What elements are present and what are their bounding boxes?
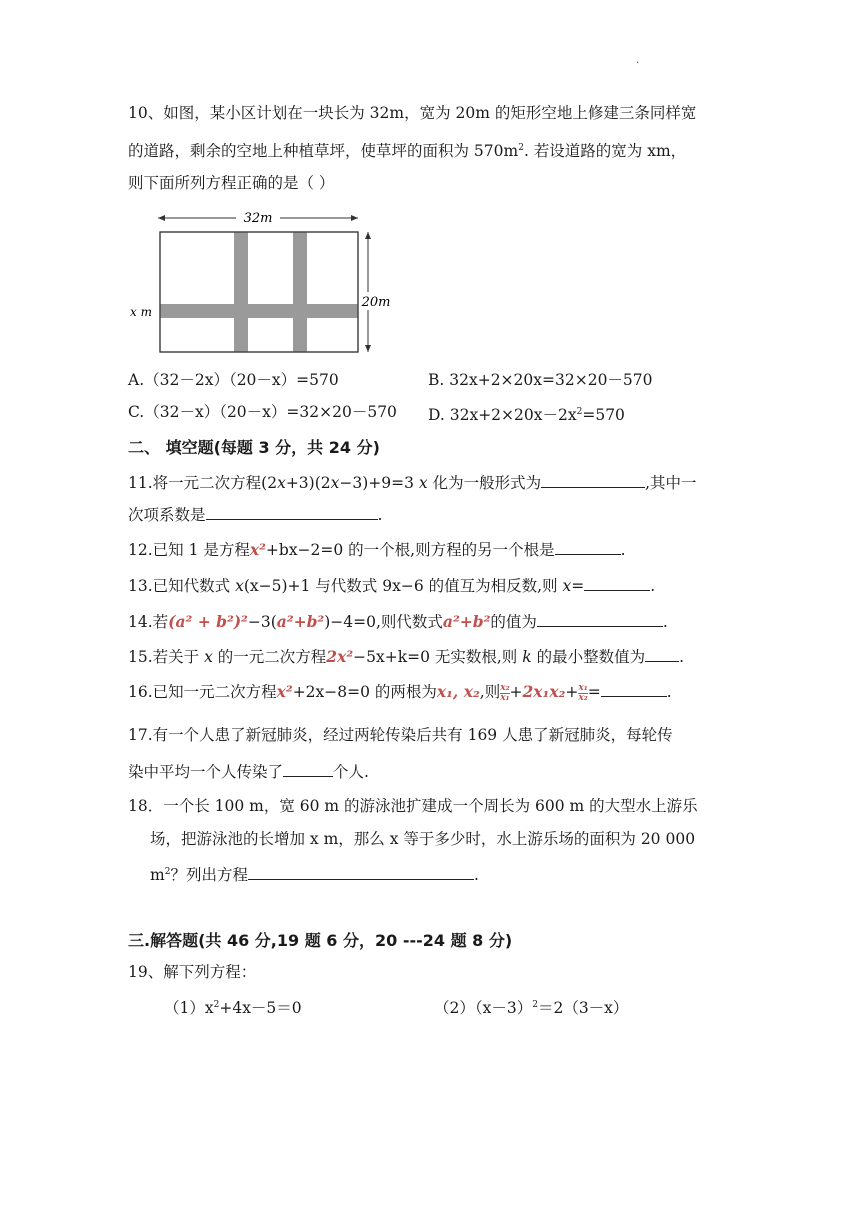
q11-line2: 次项系数是 .	[128, 503, 382, 525]
q17-line1: 17.有一个人患了新冠肺炎，经过两轮传染后共有 169 人患了新冠肺炎，每轮传	[128, 726, 673, 744]
q13-blank[interactable]	[584, 574, 650, 591]
vertical-road-2	[293, 232, 307, 352]
horizontal-road	[160, 304, 358, 318]
q14-blank[interactable]	[537, 610, 663, 627]
q10-option-b: B. 32x+2×20x=32×20－570	[428, 371, 653, 389]
figure-top-label: 32m	[243, 211, 273, 226]
figure-left-label: x m	[130, 305, 152, 319]
section3-title: 三.解答题(共 46 分,19 题 6 分，20 ---24 题 8 分)	[128, 931, 513, 950]
q13-line: 13.已知代数式 x(x−5)+1 与代数式 9x−6 的值互为相反数,则 x= .	[128, 574, 655, 596]
q11-blank-1[interactable]	[541, 471, 645, 488]
q19-part1: $(1)x^2+4x-5=0$	[164, 999, 302, 1018]
q12-blank[interactable]	[555, 538, 621, 555]
q12-line: 12.已知 1 是方程x²+bx−2=0 的一个根,则方程的另一个根是 .	[128, 540, 626, 559]
q17-line2: 染中平均一个人传染了 个人.	[128, 760, 369, 782]
q16-blank[interactable]	[601, 680, 667, 697]
page-marker: ·	[636, 58, 640, 69]
q10-option-a: A.（32－2x）（20－x）=570	[128, 371, 339, 389]
q14-line: 14.若(a² + b²)²−3(a²+b²)−4=0,则代数式a²+b²的值为 .	[128, 612, 668, 631]
q15-blank[interactable]	[645, 645, 679, 662]
q11-blank-2[interactable]	[206, 503, 378, 520]
q11-line1: 11.将一元二次方程(2x+3)(2x−3)+9=3 x 化为一般形式为 ,其中一	[128, 471, 697, 493]
q17-blank[interactable]	[283, 760, 333, 777]
q10-line3: 则下面所列方程正确的是（ ）	[128, 174, 335, 192]
section2-title: 二、 填空题(每题 3 分，共 24 分)	[128, 438, 380, 457]
q10-line2: 的道路，剩余的空地上种植草坪，使草坪的面积为 $570m^2$. 若设道路的宽为 xm，	[128, 142, 687, 161]
q18-line1: 18．一个长 100 m，宽 60 m 的游泳池扩建成一个周长为 600 m 的大型水上游乐	[128, 797, 698, 815]
q10-figure	[128, 200, 398, 358]
q19-part2: $(2)(x-3)^2=2(3-x)$	[434, 999, 629, 1018]
vertical-road-1	[234, 232, 248, 352]
figure-right-label: 20m	[361, 295, 391, 310]
q15-line: 15.若关于 x 的一元二次方程2x²−5x+k=0 无实数根,则 k 的最小整数值为 .	[128, 647, 685, 666]
q18-blank[interactable]	[248, 863, 474, 880]
q10-option-d: D. $32x+2\times 20x-2x^2=570$	[428, 406, 625, 425]
q18-line2: 场，把游泳池的长增加 x m，那么 x 等于多少时，水上游乐场的面积为 20 000	[150, 830, 696, 848]
q16-line: 16.已知一元二次方程x²+2x−8=0 的两根为x₁, x₂,则 $\frac{\text{x₂}}{\text{x₁}}$ +2x₁x₂+ $\frac{\text{x₁}}{\text{x₂}}$ = .	[128, 682, 672, 703]
q10-line1: 10、如图，某小区计划在一块长为 32m，宽为 20m 的矩形空地上修建三条同样宽	[128, 104, 697, 122]
q19-title: 19、解下列方程：	[128, 963, 257, 981]
q10-option-c: C.（32－x）（20－x）=32×20－570	[128, 403, 397, 421]
q18-line3: $m^2$？列出方程 .	[150, 862, 479, 885]
